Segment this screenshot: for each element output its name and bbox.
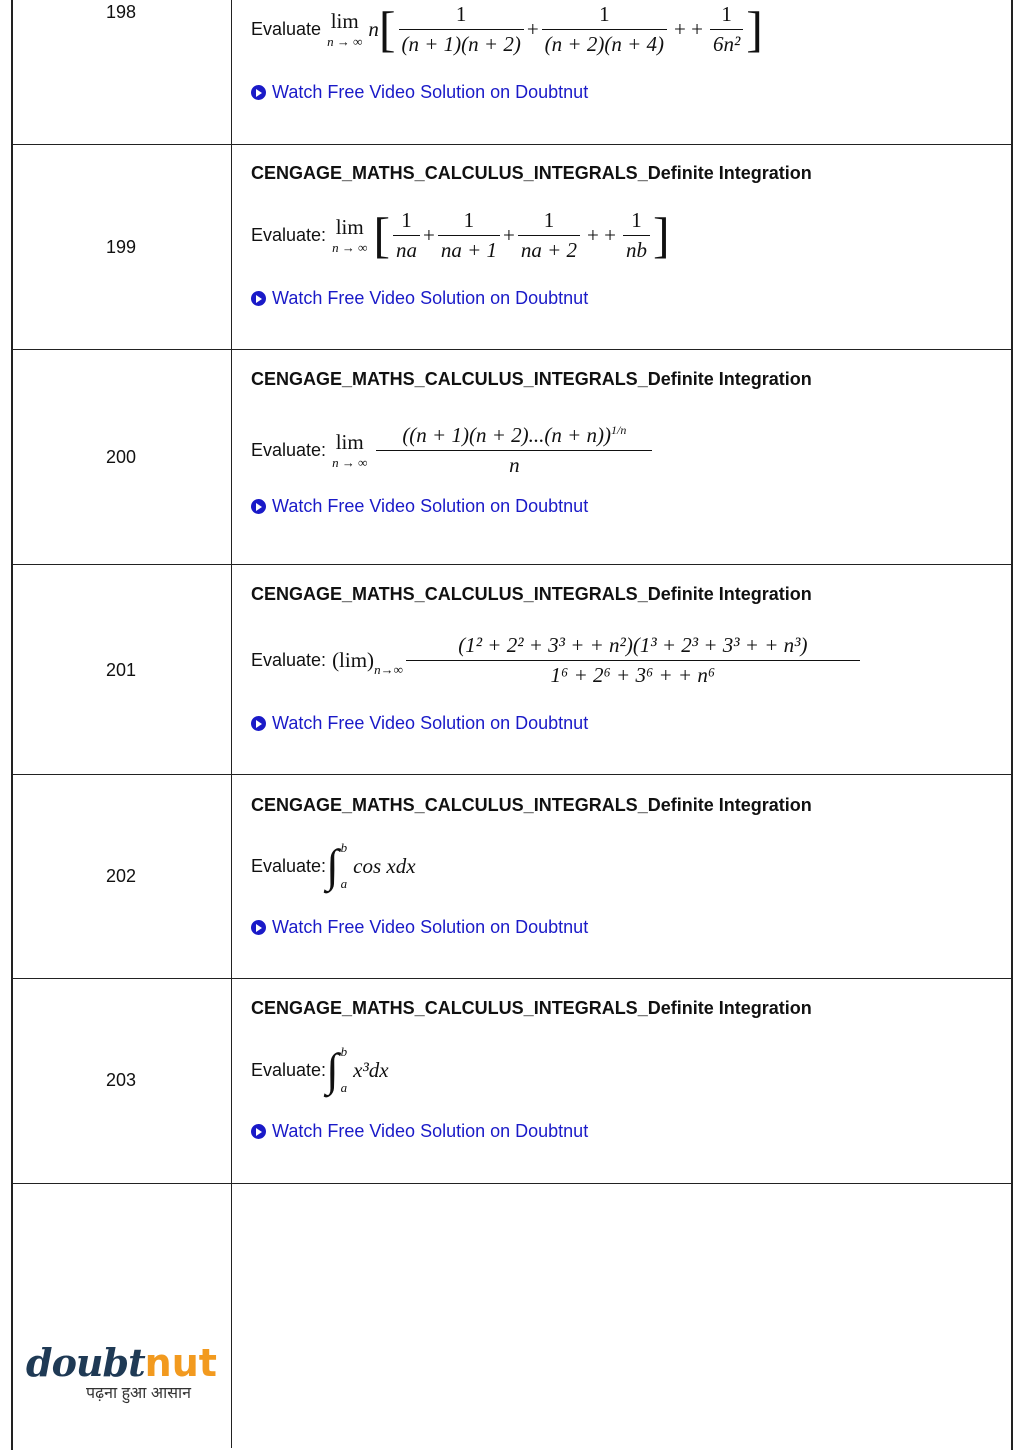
watch-video-link[interactable]	[251, 713, 588, 734]
math-operator: + +	[674, 16, 703, 41]
row-divider	[11, 349, 1013, 350]
evaluate-label: Evaluate:	[251, 855, 327, 876]
evaluate-label: Evaluate:	[251, 649, 327, 670]
row-divider	[11, 1183, 1013, 1184]
limit-operator: lim n → ∞	[327, 8, 363, 49]
fraction: $\frac{1}{\text{6n²}}$	[710, 2, 743, 57]
watch-video-link[interactable]	[251, 917, 588, 938]
watch-video-link[interactable]	[251, 1121, 588, 1142]
integral-sign: ∫	[326, 1044, 339, 1095]
row-divider	[11, 978, 1013, 979]
numerator: (1² + 2² + 3³ + + n²)(1³ + 2³ + 3³ + + n³)	[458, 632, 808, 657]
lower-limit: a	[340, 876, 348, 891]
bracket-close: ]	[746, 1, 763, 57]
play-circle-icon	[251, 716, 266, 731]
denominator: 1⁶ + 2⁶ + 3⁶ + + n⁶	[406, 660, 860, 688]
question-number: 201	[105, 660, 137, 680]
question-number: 200	[105, 447, 137, 467]
denominator: n	[376, 450, 652, 478]
math-operator: +	[503, 222, 515, 247]
play-circle-icon	[251, 499, 266, 514]
row-divider	[11, 144, 1013, 145]
fraction: $\frac{1}{nb}$	[623, 208, 650, 263]
lower-limit: a	[340, 1080, 348, 1095]
integrand: cos xdx	[353, 853, 416, 878]
limit-operator: lim n → ∞	[332, 429, 368, 470]
bracket-open: [	[378, 1, 396, 57]
upper-limit: b	[340, 1044, 348, 1059]
watch-video-link[interactable]	[251, 82, 588, 103]
evaluate-label: Evaluate:	[251, 224, 327, 245]
question-topic: CENGAGE_MATHS_CALCULUS_INTEGRALS_Definite Integration	[251, 163, 812, 183]
question-topic: CENGAGE_MATHS_CALCULUS_INTEGRALS_Definite Integration	[251, 998, 812, 1018]
integral	[326, 840, 416, 892]
exponent: 1/n	[611, 422, 627, 437]
question-body	[251, 1038, 991, 1102]
question-number: 198	[105, 2, 137, 22]
limit-subscript: n→∞	[374, 662, 403, 677]
question-body	[251, 624, 991, 696]
question-body	[251, 834, 991, 898]
evaluate-label: Evaluate:	[251, 1059, 327, 1080]
numerator: ((n + 1)(n + 2)...(n + n))	[402, 422, 612, 447]
math-operator: + +	[587, 222, 616, 247]
watch-video-link[interactable]	[251, 288, 588, 309]
evaluate-label: Evaluate:	[251, 439, 327, 460]
row-divider	[11, 564, 1013, 565]
question-number: 203	[105, 1070, 137, 1090]
integral-sign: ∫	[326, 840, 339, 891]
limit-operator: lim n → ∞	[332, 214, 368, 255]
evaluate-label: Evaluate	[251, 18, 322, 39]
fraction	[406, 633, 860, 688]
row-divider	[11, 774, 1013, 775]
math-term: n	[368, 16, 379, 41]
integral	[326, 1044, 389, 1096]
question-topic: CENGAGE_MATHS_CALCULUS_INTEGRALS_Definite Integration	[251, 369, 812, 389]
watch-video-text: Watch Free Video Solution on Doubtnut	[272, 82, 589, 102]
fraction: 1 (n + 1)(n + 2)	[399, 2, 524, 57]
question-topic: CENGAGE_MATHS_CALCULUS_INTEGRALS_Definite Integration	[251, 584, 812, 604]
fraction: $\frac{1}{na + 2}$	[518, 208, 580, 263]
watch-video-link[interactable]	[251, 496, 588, 517]
play-circle-icon	[251, 1124, 266, 1139]
logo-word-doubt: doubt	[26, 1340, 145, 1385]
watch-video-text: Watch Free Video Solution on Doubtnut	[272, 917, 589, 937]
upper-limit: b	[340, 840, 348, 855]
fraction	[376, 423, 652, 478]
fraction: $\frac{1}{(n + 2)(n + 4)}$	[542, 2, 667, 57]
play-circle-icon	[251, 291, 266, 306]
fraction: 1 na	[393, 208, 420, 263]
question-topic: CENGAGE_MATHS_CALCULUS_INTEGRALS_Definite Integration	[251, 795, 812, 815]
question-number: 199	[105, 237, 137, 257]
bracket-close: ]	[652, 207, 670, 263]
limit-operator: (lim)	[332, 647, 375, 672]
question-number: 202	[105, 866, 137, 886]
question-body	[251, 204, 991, 266]
math-operator: +	[423, 222, 435, 247]
integrand: x³dx	[353, 1057, 389, 1082]
doubtnut-logo	[26, 1340, 226, 1403]
math-operator: +	[526, 16, 539, 41]
play-circle-icon	[251, 85, 266, 100]
play-circle-icon	[251, 920, 266, 935]
question-body	[251, 0, 991, 58]
logo-word-nut: nut	[144, 1341, 217, 1385]
watch-video-text: Watch Free Video Solution on Doubtnut	[272, 713, 589, 733]
logo-tagline: पढ़ना हुआ आसान	[86, 1385, 192, 1402]
watch-video-text: Watch Free Video Solution on Doubtnut	[272, 288, 589, 308]
bracket-open: [	[373, 207, 390, 263]
question-body	[251, 412, 991, 488]
watch-video-text: Watch Free Video Solution on Doubtnut	[272, 1121, 589, 1141]
fraction: $\frac{1}{na + 1}$	[438, 208, 500, 263]
watch-video-text: Watch Free Video Solution on Doubtnut	[272, 496, 589, 516]
column-divider	[231, 0, 232, 1448]
